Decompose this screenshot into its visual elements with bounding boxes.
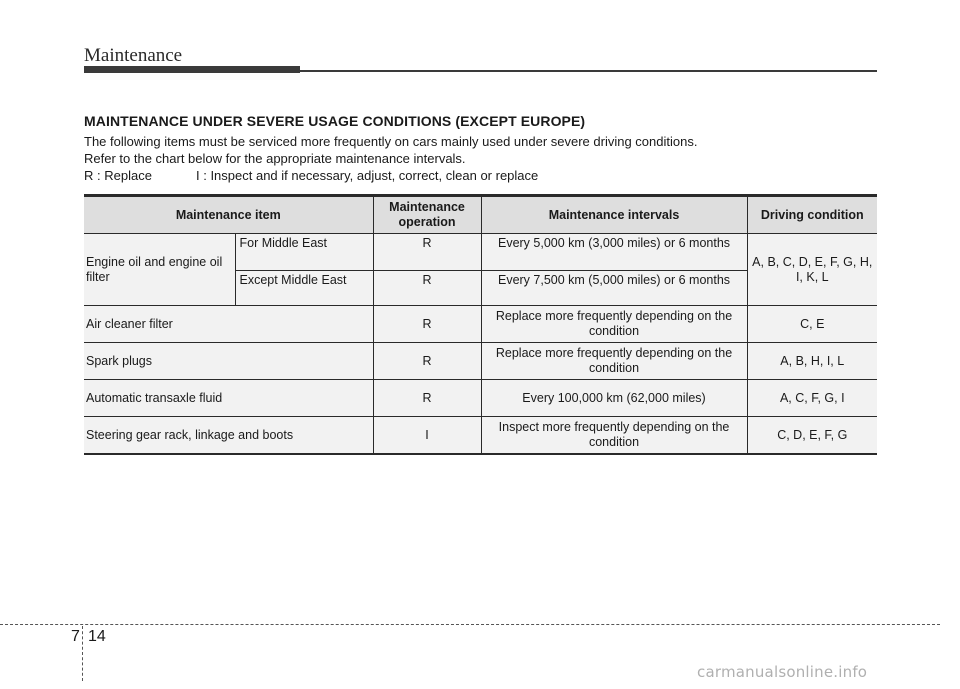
cell-condition: A, C, F, G, I (747, 380, 877, 417)
footer-page-divider (82, 626, 83, 681)
column-header-condition: Driving condition (747, 196, 877, 234)
legend-replace: R : Replace (84, 168, 152, 183)
cell-region: For Middle East (235, 234, 373, 271)
cell-condition: C, E (747, 306, 877, 343)
header-bar-accent (84, 66, 300, 73)
intro-line: Refer to the chart below for the appropriate maintenance intervals. (84, 151, 466, 166)
column-header-intervals: Maintenance intervals (481, 196, 747, 234)
cell-operation: I (373, 417, 481, 455)
header-rule (300, 70, 877, 72)
cell-item: Air cleaner filter (84, 306, 373, 343)
table-row (84, 343, 877, 380)
table-row (84, 380, 877, 417)
table-row (84, 417, 877, 455)
cell-interval: Every 100,000 km (62,000 miles) (481, 380, 747, 417)
intro-text (84, 133, 884, 184)
cell-condition: A, B, H, I, L (747, 343, 877, 380)
cell-item: Automatic transaxle fluid (84, 380, 373, 417)
cell-interval: Every 7,500 km (5,000 miles) or 6 months (481, 271, 747, 306)
cell-operation: R (373, 306, 481, 343)
cell-item: Spark plugs (84, 343, 373, 380)
column-header-operation: Maintenance operation (373, 196, 481, 234)
page-header-title: Maintenance (84, 45, 183, 66)
legend-line (84, 167, 884, 184)
intro-line: The following items must be serviced more frequently on cars mainly used under severe driving conditions. (84, 134, 698, 149)
cell-operation: R (373, 343, 481, 380)
legend-inspect: I : Inspect and if necessary, adjust, correct, clean or replace (196, 168, 539, 183)
page-number: 14 (88, 628, 106, 645)
cell-condition: A, B, C, D, E, F, G, H, I, K, L (747, 234, 877, 306)
cell-operation: R (373, 234, 481, 271)
footer-divider (0, 624, 940, 625)
cell-interval: Replace more frequently depending on the condition (481, 343, 747, 380)
table-row (84, 234, 877, 271)
watermark: carmanualsonline.info (697, 663, 868, 681)
cell-operation: R (373, 380, 481, 417)
table-row (84, 306, 877, 343)
maintenance-table (84, 194, 877, 455)
cell-condition: C, D, E, F, G (747, 417, 877, 455)
cell-interval: Inspect more frequently depending on the condition (481, 417, 747, 455)
section-title: MAINTENANCE UNDER SEVERE USAGE CONDITIONS (EXCEPT EUROPE) (84, 113, 586, 129)
column-header-item: Maintenance item (84, 196, 373, 234)
chapter-number: 7 (71, 628, 80, 645)
cell-region: Except Middle East (235, 271, 373, 306)
cell-interval: Replace more frequently depending on the condition (481, 306, 747, 343)
cell-item: Engine oil and engine oil filter (84, 234, 235, 306)
cell-operation: R (373, 271, 481, 306)
table-header-row (84, 196, 877, 234)
cell-interval: Every 5,000 km (3,000 miles) or 6 months (481, 234, 747, 271)
cell-item: Steering gear rack, linkage and boots (84, 417, 373, 455)
